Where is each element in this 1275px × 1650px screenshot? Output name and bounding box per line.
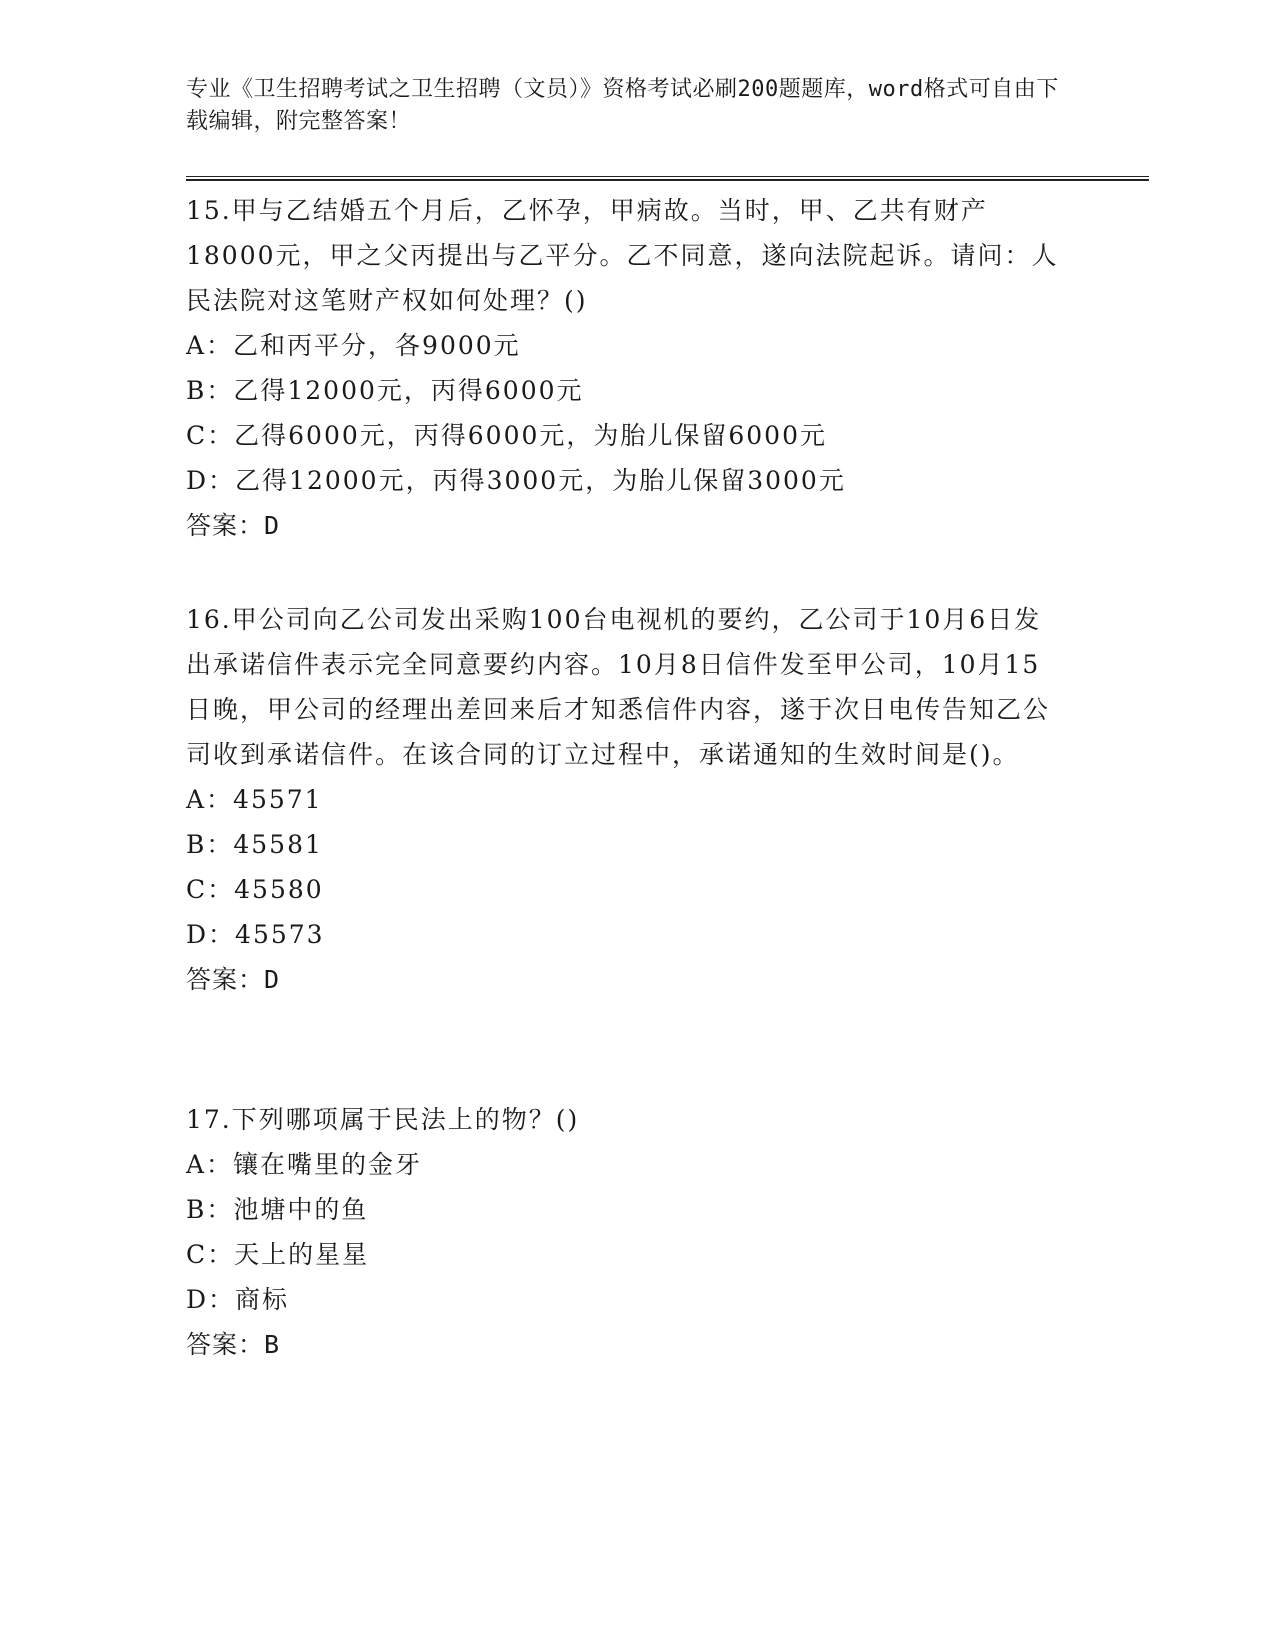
answer-label: 答案：D	[186, 965, 281, 994]
option-d: D：乙得12000元，丙得3000元，为胎儿保留3000元	[186, 466, 846, 495]
option-c: C：天上的星星	[186, 1240, 370, 1269]
document-header: 专业《卫生招聘考试之卫生招聘（文员）》资格考试必刷200题题库，word格式可自由下载编辑，附完整答案！	[186, 77, 1059, 134]
question-stem: 16.甲公司向乙公司发出采购100台电视机的要约，乙公司于10月6日发出承诺信件表示完全同意要约内容。10月8日信件发至甲公司，10月15日晚，甲公司的经理出差回来后才知悉信件内容，遂于次日电传告知乙公司收到承诺信件。在该合同的订立过程中，承诺通知的生效时间是()。	[186, 605, 1051, 769]
option-d: D：45573	[186, 920, 325, 949]
question-stem: 17.下列哪项属于民法上的物？()	[186, 1105, 580, 1134]
question-stem: 15.甲与乙结婚五个月后，乙怀孕，甲病故。当时，甲、乙共有财产18000元，甲之父丙提出与乙平分。乙不同意，遂向法院起诉。请问：人民法院对这笔财产权如何处理？()	[186, 196, 1059, 315]
question-16	[186, 597, 1066, 1002]
option-b: B：乙得12000元，丙得6000元	[186, 376, 584, 405]
option-a: A：镶在嘴里的金牙	[186, 1150, 423, 1179]
option-b: B：45581	[186, 830, 323, 859]
header-divider	[186, 176, 1149, 181]
question-17	[186, 1097, 1066, 1367]
option-a: A：乙和丙平分，各9000元	[186, 331, 521, 360]
option-a: A：45571	[186, 785, 323, 814]
option-b: B：池塘中的鱼	[186, 1195, 369, 1224]
option-d: D：商标	[186, 1285, 290, 1314]
answer-label: 答案：B	[186, 1330, 281, 1359]
option-c: C：45580	[186, 875, 324, 904]
question-15	[186, 188, 1066, 548]
option-c: C：乙得6000元，丙得6000元，为胎儿保留6000元	[186, 421, 827, 450]
answer-label: 答案：D	[186, 511, 281, 540]
